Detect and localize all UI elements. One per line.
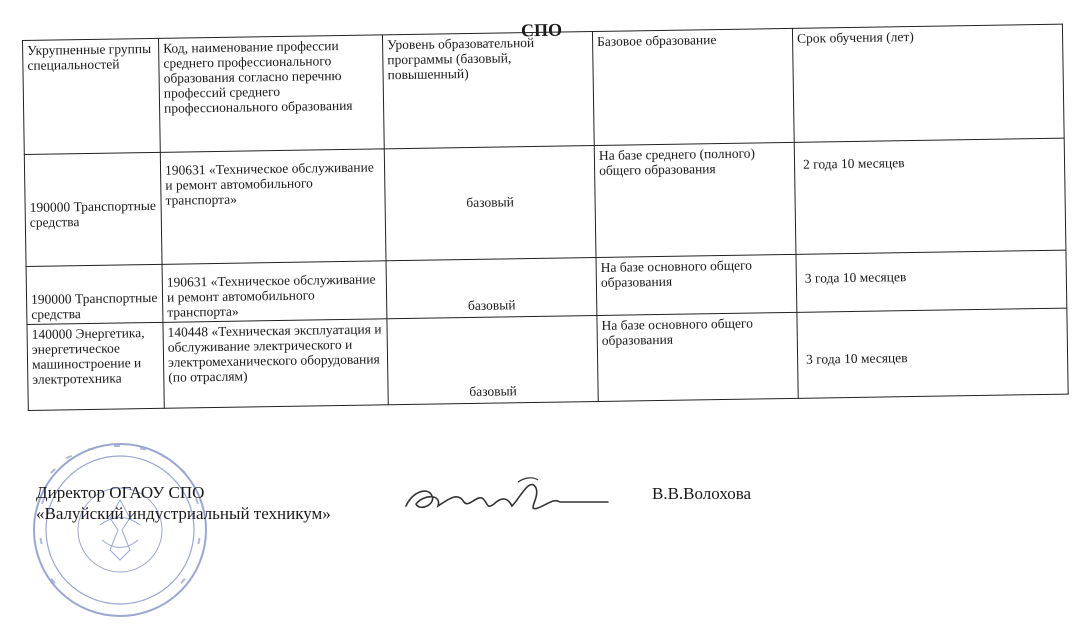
header-specialty-group: Укрупненные группы специальностей bbox=[23, 38, 161, 154]
signatory-name: В.В.Волохова bbox=[652, 484, 752, 503]
cell-level: базовый bbox=[386, 258, 597, 319]
programs-table-wrap bbox=[22, 24, 1074, 411]
signatory-position: Директор ОГАОУ СПО bbox=[36, 483, 205, 502]
header-profession-code: Код, наименование профессии среднего профессионального образования согласно перечню профессий среднего профессионального образования bbox=[158, 35, 384, 153]
signatory-organization: «Валуйский индустриальный техникум» bbox=[36, 504, 331, 523]
signature-block bbox=[36, 482, 331, 524]
cell-profession: 140448 «Техническая эксплуатация и обслуживание электрического и электромеханического оборудования (по отраслям) bbox=[163, 319, 388, 409]
cell-duration: 3 года 10 месяцев bbox=[797, 308, 1068, 398]
header-duration: Срок обучения (лет) bbox=[792, 24, 1064, 142]
cell-duration: 2 года 10 месяцев bbox=[794, 138, 1066, 254]
document-title: СПО bbox=[520, 19, 563, 41]
cell-duration: 3 года 10 месяцев bbox=[796, 250, 1067, 312]
cell-profession: 190631 «Техническое обслуживание и ремонт автомобильного транспорта» bbox=[162, 261, 387, 323]
cell-base: На базе среднего (полного) общего образования bbox=[594, 142, 796, 257]
table-header-row bbox=[23, 24, 1065, 154]
cell-group: 190000 Транспортные средства bbox=[24, 152, 162, 266]
cell-group: 190000 Транспортные средства bbox=[26, 264, 163, 324]
header-program-level: Уровень образовательной программы (базовый, повышенный) bbox=[382, 32, 594, 149]
cell-level: базовый bbox=[384, 146, 596, 261]
handwritten-signature bbox=[398, 468, 618, 528]
table-row bbox=[27, 308, 1068, 410]
official-seal-stamp bbox=[30, 440, 210, 620]
header-base-education: Базовое образование bbox=[592, 28, 794, 145]
cell-profession: 190631 «Техническое обслуживание и ремонт автомобильного транспорта» bbox=[160, 149, 386, 265]
cell-base: На базе основного общего образования bbox=[596, 254, 797, 315]
cell-level: базовый bbox=[387, 316, 598, 405]
cell-group: 140000 Энергетика, энергетическое машиностроение и электротехника bbox=[27, 322, 164, 410]
programs-table bbox=[22, 24, 1069, 411]
cell-base: На базе основного общего образования bbox=[597, 312, 798, 401]
table-row bbox=[24, 138, 1066, 266]
